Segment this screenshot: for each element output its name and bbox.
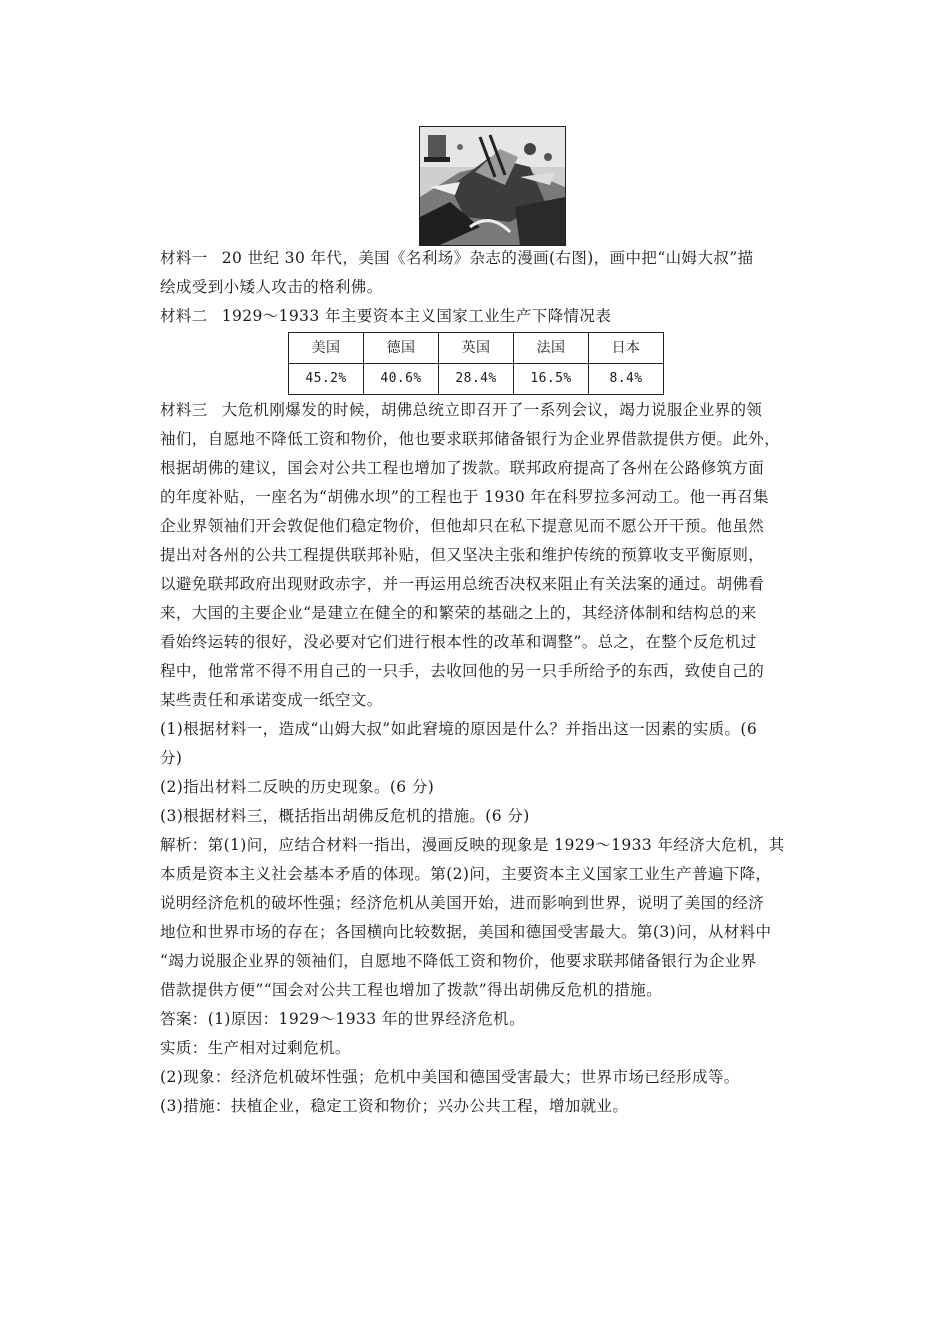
table-header-cell: 美国 (289, 333, 364, 364)
material3-label: 材料三 (160, 401, 208, 419)
material3-line: 以避免联邦政府出现财政赤字，并一再运用总统否决权来阻止有关法案的通过。胡佛看 (160, 575, 765, 593)
table-cell: 45.2% (289, 364, 364, 395)
material3-line: 提出对各州的公共工程提供联邦补贴，但又坚决主张和维护传统的预算收支平衡原则， (160, 546, 765, 564)
material3-line: 根据胡佛的建议，国会对公共工程也增加了拨款。联邦政府提高了各州在公路修筑方面 (160, 459, 765, 477)
table-cell: 16.5% (514, 364, 589, 395)
material3-line: 看始终运转的很好，没必要对它们进行根本性的改革和调整”。总之，在整个反危机过 (160, 633, 757, 651)
table-header-row (289, 333, 664, 364)
cartoon-illustration (420, 127, 565, 245)
table-cell: 28.4% (439, 364, 514, 395)
answer-line: (2)现象：经济危机破坏性强；危机中美国和德国受害最大；世界市场已经形成等。 (160, 1068, 740, 1086)
question-line: 分) (160, 749, 183, 767)
material3-line-0 (160, 396, 808, 425)
table-header-cell: 德国 (364, 333, 439, 364)
material3-line: 企业界领袖们开会敦促他们稳定物价，但他却只在私下提意见而不愿公开干预。他虽然 (160, 517, 765, 535)
material2-caption: 1929～1933 年主要资本主义国家工业生产下降情况表 (221, 307, 612, 325)
analysis-line: 本质是资本主义社会基本矛盾的体现。第(2)问，主要资本主义国家工业生产普遍下降， (160, 865, 772, 883)
table-row (289, 364, 664, 395)
answer-line: 答案：(1)原因：1929～1933 年的世界经济危机。 (160, 1010, 525, 1028)
material3-line: 来，大国的主要企业“是建立在健全的和繁荣的基础之上的，其经济体制和结构总的来 (160, 604, 757, 622)
material2-caption-line (160, 302, 808, 331)
material3-line: 程中，他常常不得不用自己的一只手，去收回他的另一只手所给予的东西，致使自己的 (160, 662, 765, 680)
table-header-cell: 法国 (514, 333, 589, 364)
material1-line2: 绘成受到小矮人攻击的格利佛。 (160, 278, 383, 296)
material3-text-0: 大危机刚爆发的时候，胡佛总统立即召开了一系列会议，竭力说服企业界的领 (221, 401, 763, 419)
material3-line: 某些责任和承诺变成一纸空文。 (160, 691, 383, 709)
material3-line: 的年度补贴，一座名为“胡佛水坝”的工程也于 1930 年在科罗拉多河动工。他一再召集 (160, 488, 769, 506)
analysis-line: 地位和世界市场的存在；各国横向比较数据，美国和德国受害最大。第(3)问，从材料中 (160, 923, 772, 941)
material1-text-1: 20 世纪 30 年代，美国《名利场》杂志的漫画(右图)，画中把“山姆大叔”描 (221, 249, 754, 267)
table-cell: 8.4% (589, 364, 664, 395)
document-body (160, 244, 808, 1121)
material3-line: 袖们，自愿地不降低工资和物价，他也要求联邦储备银行为企业界借款提供方便。此外， (160, 430, 781, 448)
table-header-cell: 英国 (439, 333, 514, 364)
answer-line: (3)措施：扶植企业，稳定工资和物价；兴办公共工程，增加就业。 (160, 1097, 629, 1115)
analysis-line: 说明经济危机的破坏性强；经济危机从美国开始，进而影响到世界，说明了美国的经济 (160, 894, 765, 912)
analysis-line: 解析：第(1)问，应结合材料一指出，漫画反映的现象是 1929～1933 年经济大危机，其 (160, 836, 785, 854)
production-decline-table (288, 332, 664, 395)
cartoon-image (419, 126, 566, 246)
question-line: (1)根据材料一，造成“山姆大叔”如此窘境的原因是什么？并指出这一因素的实质。(6 (160, 720, 758, 738)
answer-line: 实质：生产相对过剩危机。 (160, 1039, 351, 1057)
analysis-line: “竭力说服企业界的领袖们，自愿地不降低工资和物价，他要求联邦储备银行为企业界 (160, 952, 757, 970)
material1-line1 (160, 244, 808, 273)
question-line: (2)指出材料二反映的历史现象。(6 分) (160, 778, 435, 796)
analysis-line: 借款提供方便”“国会对公共工程也增加了拨款”得出胡佛反危机的措施。 (160, 981, 662, 999)
question-line: (3)根据材料三，概括指出胡佛反危机的措施。(6 分) (160, 807, 530, 825)
material2-label: 材料二 (160, 307, 208, 325)
material1-label: 材料一 (160, 249, 208, 267)
table-cell: 40.6% (364, 364, 439, 395)
table-header-cell: 日本 (589, 333, 664, 364)
